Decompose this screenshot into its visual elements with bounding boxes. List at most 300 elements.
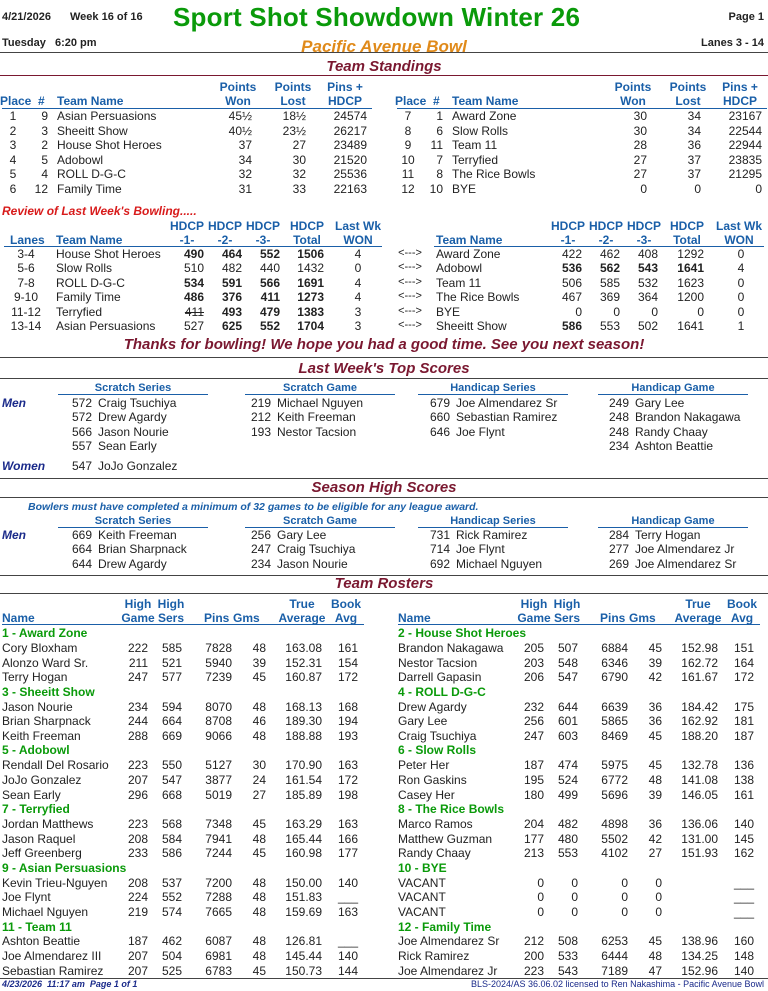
player-name: Casey Her xyxy=(398,787,455,802)
player-name: VACANT xyxy=(398,890,446,905)
bowler-name: Jason Nourie xyxy=(277,556,348,571)
player-high-game: 180 xyxy=(523,787,544,802)
header-place: Place xyxy=(395,94,427,108)
player-name: Michael Nguyen xyxy=(2,904,89,919)
player-high-sers: 480 xyxy=(557,831,578,846)
team-name: 2 - House Shot Heroes xyxy=(398,626,527,640)
header-hdcp: HDCP xyxy=(588,219,623,233)
player-name: VACANT xyxy=(398,904,446,919)
review-lanes: 7-8 xyxy=(17,275,35,290)
score-value: 247 xyxy=(250,542,271,557)
player-high-sers: 584 xyxy=(161,831,182,846)
player-high-game: 244 xyxy=(127,714,148,729)
player-book-avg: 166 xyxy=(337,831,358,846)
score-value: 679 xyxy=(429,396,450,410)
review-won: 0 xyxy=(737,304,745,319)
player-high-sers: 499 xyxy=(557,787,578,802)
player-high-game: 177 xyxy=(523,831,544,846)
player-pins: 6346 xyxy=(601,655,628,670)
header-high-sers: Sers xyxy=(157,611,185,625)
men-label: Men xyxy=(2,396,26,410)
bowler-name: Joe Almendarez Sr xyxy=(456,396,558,410)
player-games: 45 xyxy=(648,640,662,655)
score-value: 644 xyxy=(71,556,92,571)
review-score: 534 xyxy=(183,275,204,290)
review-title: Review of Last Week's Bowling..... xyxy=(2,204,197,218)
standing-pins: 23167 xyxy=(728,109,762,123)
player-pins: 7244 xyxy=(205,846,232,861)
women-label: Women xyxy=(2,459,46,473)
review-score: 462 xyxy=(599,247,620,261)
player-name: Drew Agardy xyxy=(398,699,467,714)
player-games: 48 xyxy=(252,831,266,846)
player-games: 48 xyxy=(252,728,266,743)
player-average: 134.25 xyxy=(681,949,718,963)
eligibility-note: Bowlers must have completed a minimum of 32 games to be eligible for any league award. xyxy=(28,501,479,513)
player-games: 27 xyxy=(252,787,266,802)
player-pins: 3877 xyxy=(205,772,232,787)
review-won: 0 xyxy=(737,290,745,305)
player-average: 160.87 xyxy=(285,670,322,685)
player-pins: 9066 xyxy=(205,728,232,743)
player-average: 152.96 xyxy=(681,963,718,978)
review-team: The Rice Bowls xyxy=(436,290,520,305)
header-underline xyxy=(2,624,364,625)
standing-won: 28 xyxy=(633,138,647,152)
player-high-sers: 525 xyxy=(161,963,182,978)
review-score: 1292 xyxy=(677,247,704,261)
review-score: 1432 xyxy=(297,261,324,276)
review-lanes: 9-10 xyxy=(13,290,39,305)
player-pins: 5019 xyxy=(205,787,232,802)
player-average: 163.29 xyxy=(285,817,322,831)
player-name: Cory Bloxham xyxy=(2,640,78,655)
standing-lost: 27 xyxy=(292,138,306,152)
review-vs-arrow: <---> xyxy=(398,304,422,317)
score-value: 731 xyxy=(429,528,450,542)
review-score: 486 xyxy=(183,290,204,305)
header-hdcp: HDCP xyxy=(550,219,585,233)
player-games: 39 xyxy=(648,655,662,670)
player-pins: 6639 xyxy=(601,699,628,714)
review-score: 464 xyxy=(221,247,242,261)
standing-pins: 26217 xyxy=(333,123,367,138)
review-score: 1273 xyxy=(297,290,324,305)
header-points-lost: Points xyxy=(274,80,312,94)
team-name: 12 - Family Time xyxy=(398,919,492,934)
score-value: 212 xyxy=(250,410,271,425)
review-score: 467 xyxy=(561,290,582,305)
header-high-sers: Sers xyxy=(553,611,581,625)
review-score: 0 xyxy=(651,304,658,319)
standing-place: 3 xyxy=(9,138,17,152)
team-name: 3 - Sheeitt Show xyxy=(2,684,95,699)
player-name: Jason Nourie xyxy=(2,699,73,714)
score-value: 646 xyxy=(429,424,450,439)
divider xyxy=(0,378,768,379)
player-games: 42 xyxy=(648,670,662,685)
player-name: Gary Lee xyxy=(398,714,448,729)
player-pins: 0 xyxy=(621,904,628,919)
player-games: 48 xyxy=(252,934,266,949)
divider xyxy=(0,52,768,53)
score-value: 557 xyxy=(71,439,92,454)
player-high-game: 223 xyxy=(127,817,148,831)
header-true-average: Average xyxy=(674,611,722,625)
review-won: 4 xyxy=(354,247,362,261)
review-score: 0 xyxy=(697,304,704,319)
player-high-sers: 585 xyxy=(161,640,182,655)
header-pins: Pins xyxy=(600,611,626,625)
score-column-header: Scratch Game xyxy=(283,515,357,527)
player-pins: 8469 xyxy=(601,728,628,743)
review-won: 4 xyxy=(354,275,362,290)
standing-num: 8 xyxy=(436,167,443,181)
player-pins: 7348 xyxy=(205,817,232,831)
player-high-sers: 664 xyxy=(161,714,182,729)
player-games: 45 xyxy=(252,670,266,685)
player-high-sers: 533 xyxy=(557,949,578,963)
player-pins: 7200 xyxy=(205,875,232,890)
player-book-avg: 163 xyxy=(337,817,358,831)
bowler-name: Brandon Nakagawa xyxy=(635,410,741,425)
header-points-lost: Lost xyxy=(280,94,306,108)
review-team: BYE xyxy=(436,304,461,319)
score-value: 248 xyxy=(608,410,629,425)
player-pins: 7239 xyxy=(205,670,232,685)
standing-num: 6 xyxy=(436,123,443,138)
player-book-avg: 161 xyxy=(733,787,754,802)
bowler-name: Nestor Tacsion xyxy=(277,424,357,439)
season-high-title: Season High Scores xyxy=(311,479,457,496)
review-score: 1383 xyxy=(297,304,324,319)
standing-won: 31 xyxy=(238,181,252,196)
player-games: 36 xyxy=(648,699,662,714)
review-vs-arrow: <---> xyxy=(398,319,422,331)
team-name: 1 - Award Zone xyxy=(2,626,88,640)
rosters-title: Team Rosters xyxy=(334,575,434,592)
player-name: Alonzo Ward Sr. xyxy=(2,655,89,670)
player-high-game: 212 xyxy=(523,934,544,949)
review-score: 527 xyxy=(183,319,204,333)
player-average: 185.89 xyxy=(285,787,322,802)
header-team: Team Name xyxy=(452,94,519,108)
header-lanes: Lanes xyxy=(10,233,45,247)
player-games: 45 xyxy=(252,817,266,831)
standing-team: Family Time xyxy=(57,181,122,196)
score-column-header: Handicap Game xyxy=(631,515,715,527)
player-high-game: 211 xyxy=(128,655,148,670)
player-games: 45 xyxy=(648,728,662,743)
header-hdcp: HDCP xyxy=(245,219,280,233)
player-name: Nestor Tacsion xyxy=(398,655,478,670)
standing-pins: 22944 xyxy=(728,138,762,152)
player-high-game: 256 xyxy=(523,714,544,729)
player-pins: 6444 xyxy=(601,949,628,963)
player-high-game: 223 xyxy=(127,758,148,773)
standing-pins: 0 xyxy=(755,181,762,196)
player-book-avg: 138 xyxy=(733,772,754,787)
player-book-avg: ___ xyxy=(337,934,358,949)
review-score: 502 xyxy=(637,319,658,333)
header-high-game: High xyxy=(124,597,152,611)
header-hdcp: HDCP xyxy=(669,219,704,233)
header-high-game: Game xyxy=(517,611,551,625)
review-team: Family Time xyxy=(56,290,121,305)
review-won: 4 xyxy=(737,261,745,276)
score-value: 664 xyxy=(71,542,92,557)
bowler-name: Gary Lee xyxy=(277,528,327,542)
score-value: 669 xyxy=(71,528,92,542)
player-average: 136.06 xyxy=(681,817,718,831)
review-vs-arrow: <---> xyxy=(398,290,422,303)
player-book-avg: 164 xyxy=(733,655,754,670)
team-name: 6 - Slow Rolls xyxy=(398,743,477,758)
player-book-avg: 187 xyxy=(733,728,754,743)
review-score: 440 xyxy=(259,261,280,276)
score-value: 284 xyxy=(608,528,629,542)
player-games: 39 xyxy=(252,655,266,670)
player-name: VACANT xyxy=(398,875,446,890)
player-games: 48 xyxy=(252,949,266,963)
player-pins: 6884 xyxy=(601,640,628,655)
score-value: 714 xyxy=(429,542,450,557)
standing-won: 45½ xyxy=(228,109,252,123)
bowler-name: Brian Sharpnack xyxy=(98,542,187,557)
player-average: 160.98 xyxy=(285,846,322,861)
player-book-avg: ___ xyxy=(733,875,754,890)
player-high-sers: 601 xyxy=(557,714,578,729)
review-score: 0 xyxy=(575,304,582,319)
player-games: 48 xyxy=(252,890,266,905)
standing-pins: 22544 xyxy=(728,123,762,138)
review-score: 586 xyxy=(561,319,582,333)
standing-lost: 33 xyxy=(292,181,306,196)
bowler-name: Keith Freeman xyxy=(277,410,356,425)
player-high-game: 207 xyxy=(127,772,148,787)
player-games: 39 xyxy=(648,787,662,802)
standing-pins: 25536 xyxy=(333,167,367,181)
header-points-won: Won xyxy=(225,94,251,108)
player-games: 48 xyxy=(252,904,266,919)
bowler-name: Joe Almendarez Sr xyxy=(635,556,737,571)
review-score: 482 xyxy=(221,261,242,276)
score-value: 572 xyxy=(71,396,92,410)
player-high-sers: 462 xyxy=(161,934,182,949)
bowler-name: Drew Agardy xyxy=(98,556,167,571)
player-high-game: 288 xyxy=(127,728,148,743)
header-high-game: Game xyxy=(121,611,155,625)
review-score: 506 xyxy=(561,275,582,290)
standing-team: Terryfied xyxy=(452,152,499,167)
score-column-header: Scratch Game xyxy=(283,382,357,394)
top-scores-title: Last Week's Top Scores xyxy=(298,360,470,377)
score-value: 234 xyxy=(250,556,271,571)
standing-team: ROLL D-G-C xyxy=(57,167,126,181)
standing-team: House Shot Heroes xyxy=(57,138,162,152)
standing-won: 27 xyxy=(633,167,647,181)
header-team: Team Name xyxy=(57,94,124,108)
standing-lost: 30 xyxy=(292,152,306,167)
review-score: 625 xyxy=(221,319,242,333)
player-name: Matthew Guzman xyxy=(398,831,493,846)
header-true-average: Average xyxy=(278,611,326,625)
review-score: 591 xyxy=(221,275,242,290)
review-score: 553 xyxy=(599,319,620,333)
player-average: 159.69 xyxy=(285,904,322,919)
day-time: Tuesday 6:20 pm xyxy=(2,37,97,49)
player-games: 36 xyxy=(648,714,662,729)
player-pins: 6253 xyxy=(601,934,628,949)
standing-team: Asian Persuasions xyxy=(57,109,157,123)
player-pins: 4102 xyxy=(601,846,628,861)
player-book-avg: 161 xyxy=(337,640,358,655)
player-high-sers: 603 xyxy=(557,728,578,743)
divider xyxy=(0,75,768,76)
review-team: Sheeitt Show xyxy=(436,319,507,333)
player-high-game: 207 xyxy=(127,949,148,963)
player-average: 161.67 xyxy=(681,670,718,685)
score-value: 219 xyxy=(250,396,271,410)
bowler-name: Gary Lee xyxy=(635,396,685,410)
player-book-avg: 193 xyxy=(337,728,358,743)
player-book-avg: 151 xyxy=(733,640,754,655)
header-pins-hdcp: HDCP xyxy=(722,94,757,108)
standings-title: Team Standings xyxy=(326,58,442,75)
player-name: Sean Early xyxy=(2,787,61,802)
standing-won: 30 xyxy=(633,123,647,138)
review-team: Adobowl xyxy=(436,261,483,276)
player-pins: 5940 xyxy=(205,655,232,670)
header-name: Name xyxy=(2,611,35,625)
player-name: Joe Almendarez Jr xyxy=(398,963,498,978)
review-score: 1704 xyxy=(297,319,324,333)
player-high-sers: 644 xyxy=(557,699,578,714)
player-average: 184.42 xyxy=(681,699,718,714)
player-book-avg: 168 xyxy=(337,699,358,714)
review-lanes: 3-4 xyxy=(17,247,35,261)
standing-num: 1 xyxy=(436,109,443,123)
header-num: # xyxy=(38,94,45,108)
player-high-sers: 504 xyxy=(161,949,182,963)
header-true-average: True xyxy=(685,597,711,611)
player-high-game: 0 xyxy=(537,875,544,890)
player-pins: 5975 xyxy=(601,758,628,773)
header-gms: Gms xyxy=(629,611,656,625)
bowler-name: Randy Chaay xyxy=(635,424,708,439)
score-value: 566 xyxy=(71,424,92,439)
standing-place: 10 xyxy=(401,152,415,167)
player-high-sers: 553 xyxy=(557,846,578,861)
page-number: Page 1 xyxy=(728,11,764,23)
bowler-name: Michael Nguyen xyxy=(456,556,543,571)
player-book-avg: 140 xyxy=(337,875,358,890)
score-column-header: Scratch Series xyxy=(94,382,172,394)
player-average: 150.73 xyxy=(285,963,322,978)
player-games: 45 xyxy=(252,963,266,978)
bowler-name: Joe Flynt xyxy=(456,542,505,557)
header-points-won: Won xyxy=(620,94,646,108)
player-high-game: 0 xyxy=(537,890,544,905)
player-games: 48 xyxy=(252,640,266,655)
score-value: 256 xyxy=(250,528,271,542)
review-team: Terryfied xyxy=(56,304,103,319)
team-name: 8 - The Rice Bowls xyxy=(398,802,505,817)
player-pins: 7828 xyxy=(205,640,232,655)
standing-won: 40½ xyxy=(228,123,252,138)
review-vs-arrow: <---> xyxy=(398,247,422,259)
player-games: 27 xyxy=(648,846,662,861)
review-score: 369 xyxy=(599,290,620,305)
review-score: 532 xyxy=(637,275,658,290)
player-book-avg: ___ xyxy=(733,904,754,919)
bowler-name: Jason Nourie xyxy=(98,424,169,439)
player-high-game: 234 xyxy=(127,699,148,714)
header-book-avg: Book xyxy=(331,597,361,611)
player-high-sers: 586 xyxy=(161,846,182,861)
player-book-avg: 175 xyxy=(733,699,754,714)
standing-lost: 32 xyxy=(292,167,306,181)
player-high-game: 208 xyxy=(127,875,148,890)
player-average: 151.83 xyxy=(285,890,322,905)
player-games: 45 xyxy=(252,846,266,861)
player-average: 168.13 xyxy=(285,699,322,714)
standing-num: 7 xyxy=(436,152,443,167)
player-book-avg: 136 xyxy=(733,758,754,773)
review-score: 411 xyxy=(260,290,280,305)
standing-place: 1 xyxy=(9,109,17,123)
player-high-sers: 574 xyxy=(161,904,182,919)
player-games: 48 xyxy=(252,699,266,714)
standing-team: Adobowl xyxy=(57,152,104,167)
header-pins-hdcp: Pins + xyxy=(327,80,363,94)
player-high-sers: 568 xyxy=(161,817,182,831)
player-average: 170.90 xyxy=(285,758,322,773)
header-hdcp: -1- xyxy=(179,233,195,247)
standing-pins: 22163 xyxy=(333,181,367,196)
center-name: Pacific Avenue Bowl xyxy=(301,37,467,56)
player-name: Randy Chaay xyxy=(398,846,471,861)
player-games: 45 xyxy=(648,934,662,949)
player-average: 150.00 xyxy=(285,875,322,890)
standing-won: 0 xyxy=(640,181,647,196)
divider xyxy=(0,357,768,358)
player-book-avg: 163 xyxy=(337,758,358,773)
page-title: Sport Shot Showdown Winter 26 xyxy=(173,2,581,32)
review-team: Team 11 xyxy=(436,275,482,290)
header-hdcp: HDCP xyxy=(207,219,242,233)
standing-num: 4 xyxy=(41,167,48,181)
lanes-label: Lanes 3 - 14 xyxy=(701,37,764,49)
player-name: JoJo Gonzalez xyxy=(2,772,82,787)
player-games: 0 xyxy=(655,890,662,905)
player-high-game: 204 xyxy=(523,817,544,831)
player-average: 132.78 xyxy=(681,758,718,773)
header-last-week: WON xyxy=(724,233,754,247)
header-high-sers: High xyxy=(157,597,185,611)
player-high-game: 296 xyxy=(127,787,148,802)
player-pins: 4898 xyxy=(601,817,628,831)
player-name: Ron Gaskins xyxy=(398,772,467,787)
player-pins: 5502 xyxy=(601,831,628,846)
player-high-sers: 474 xyxy=(557,758,578,773)
review-score: 543 xyxy=(637,261,658,276)
header-hdcp: Total xyxy=(673,233,701,247)
bowler-name: Sebastian Ramirez xyxy=(456,410,558,425)
player-games: 0 xyxy=(655,875,662,890)
player-high-sers: 0 xyxy=(571,904,578,919)
standing-num: 10 xyxy=(429,181,443,196)
